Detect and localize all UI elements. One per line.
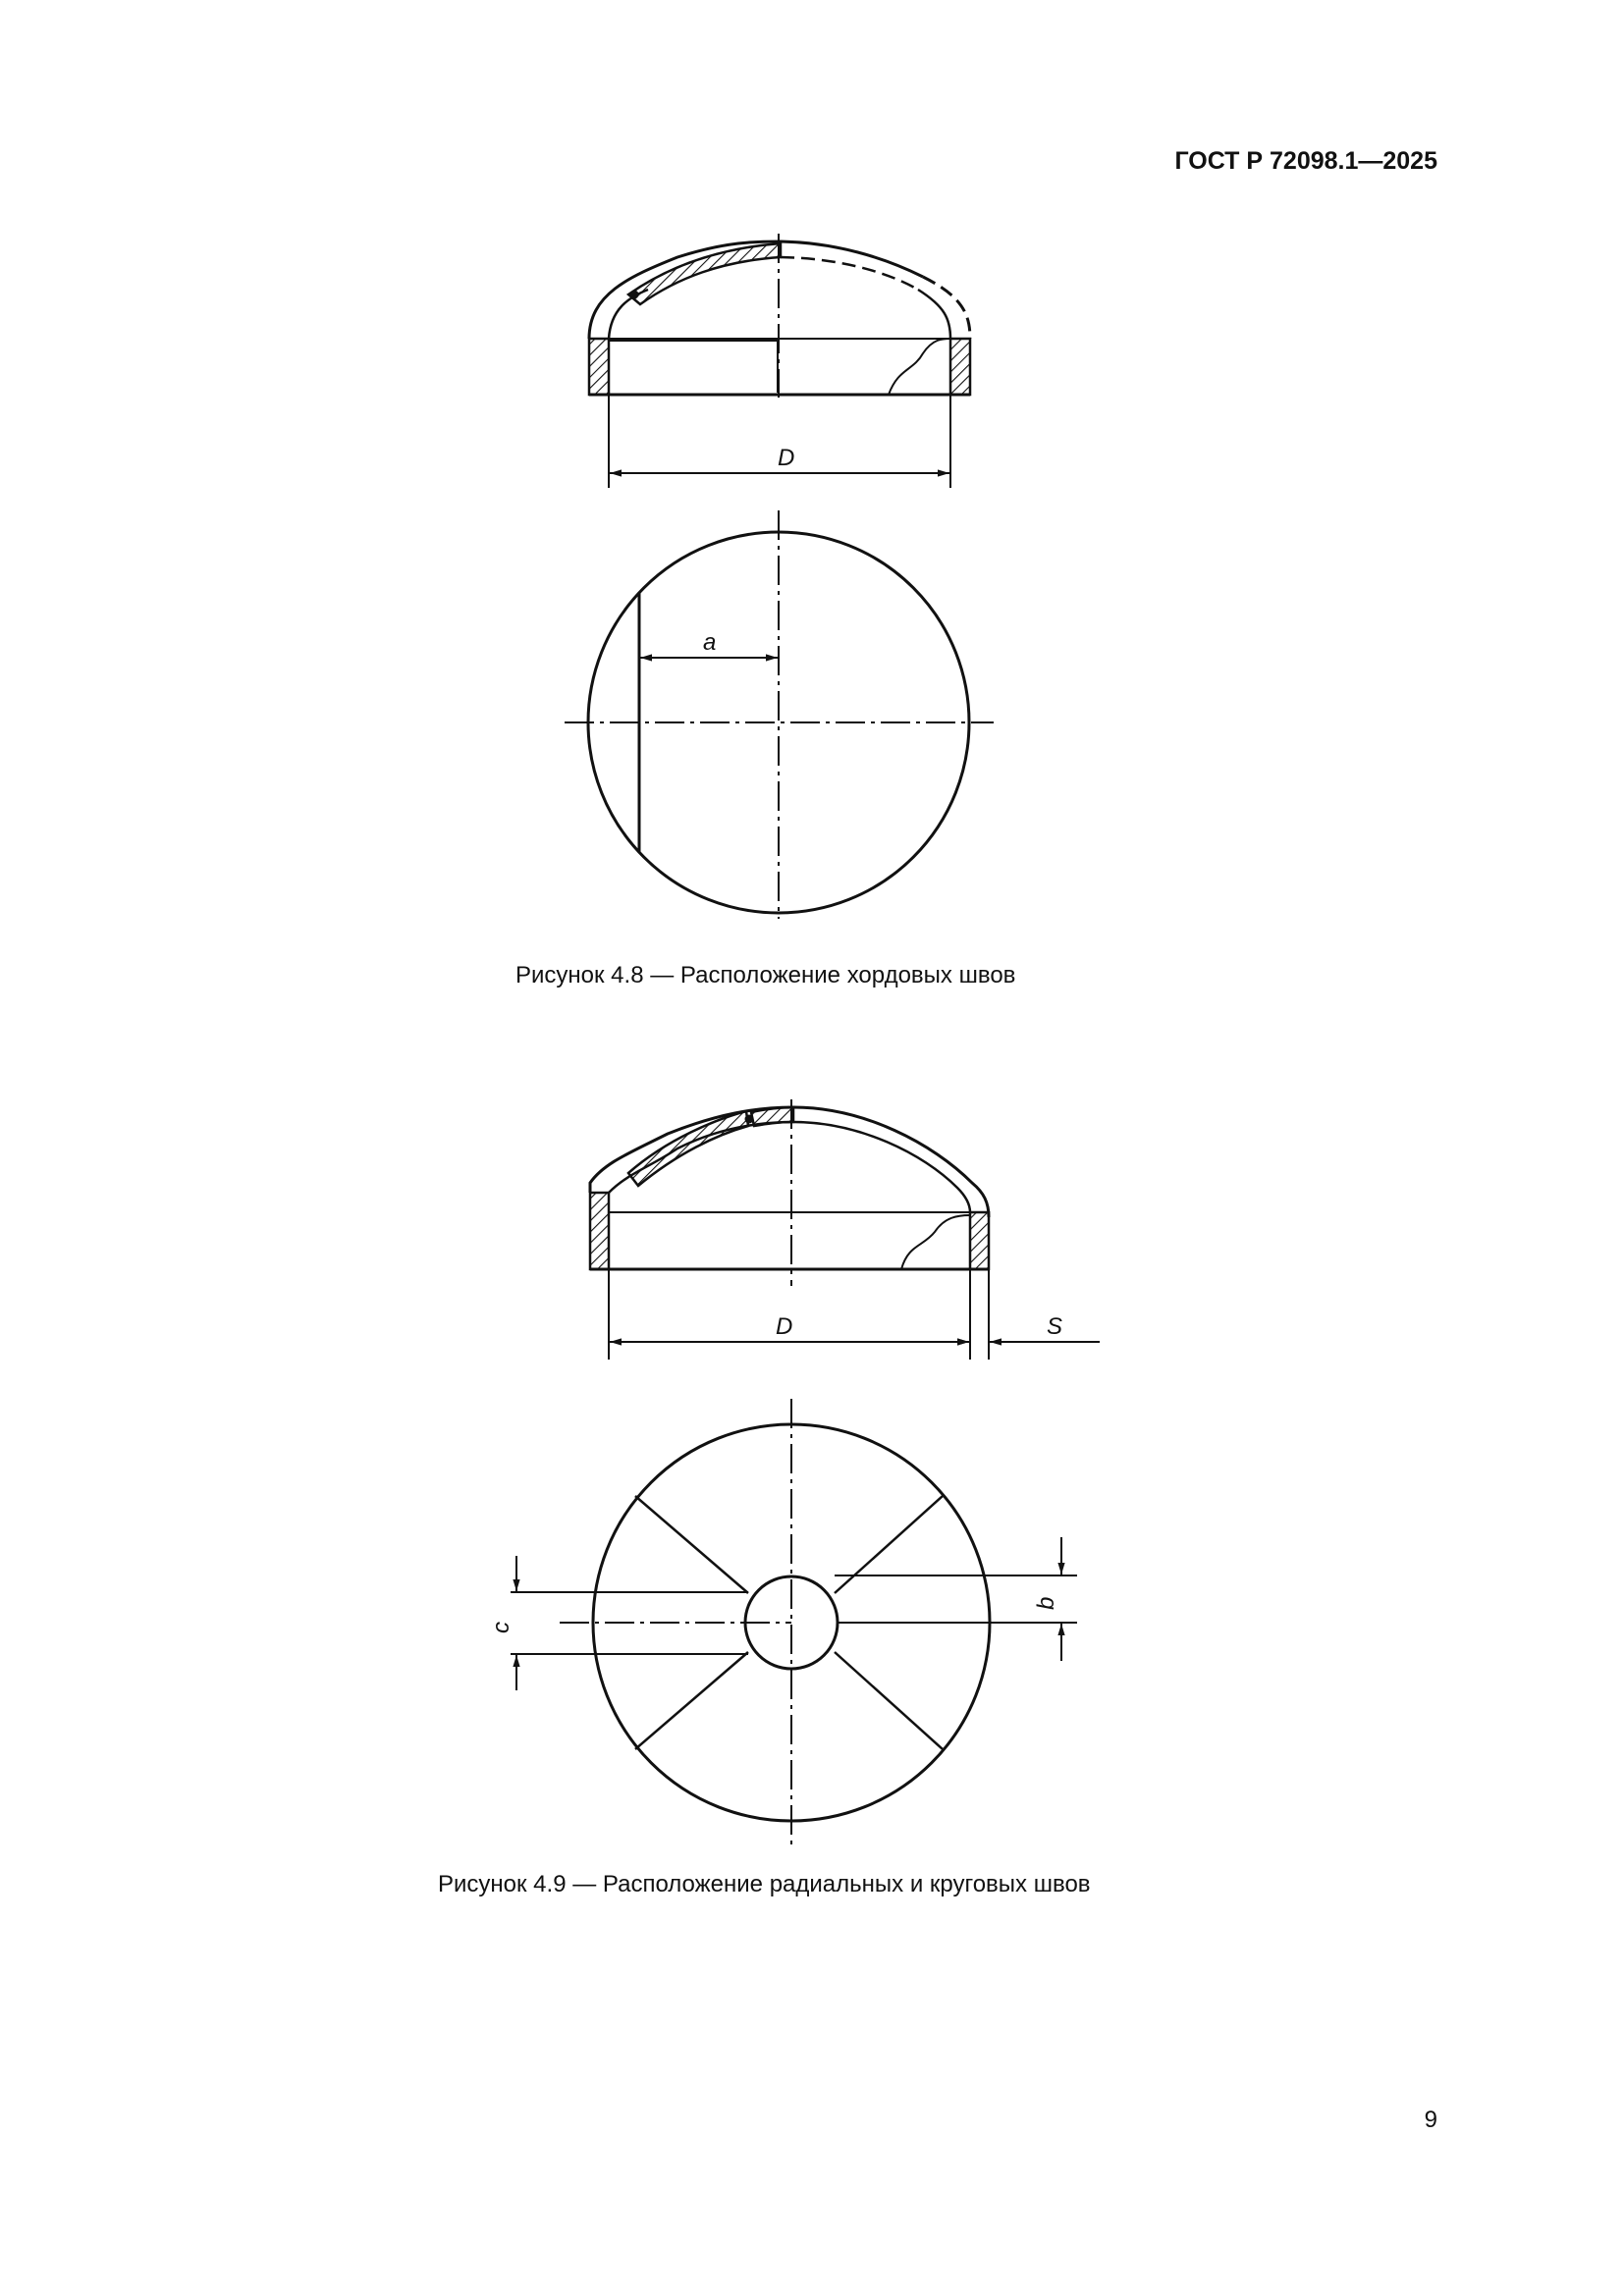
figure-4-9-caption: Рисунок 4.9 — Расположение радиальных и круговых швов bbox=[438, 1871, 1091, 1897]
fig-4-9-dim-s-label: S bbox=[1047, 1313, 1063, 1340]
document-code-header: ГОСТ Р 72098.1—2025 bbox=[1174, 147, 1437, 175]
fig-4-9-dim-d-label: D bbox=[776, 1313, 793, 1340]
figure-4-8-caption: Рисунок 4.8 — Расположение хордовых швов bbox=[515, 962, 1016, 988]
fig-4-8-dim-a-label: a bbox=[703, 629, 717, 656]
page-number: 9 bbox=[1424, 2107, 1437, 2133]
fig-4-8-dim-d-label: D bbox=[778, 445, 795, 471]
figure-4-9-side-view bbox=[590, 1099, 1100, 1360]
fig-4-9-dim-b-label: b bbox=[1033, 1596, 1059, 1610]
fig-4-9-dim-c-label: c bbox=[488, 1622, 514, 1633]
figure-4-8-top-view bbox=[565, 510, 994, 919]
figure-4-9-top-view bbox=[511, 1399, 1077, 1845]
